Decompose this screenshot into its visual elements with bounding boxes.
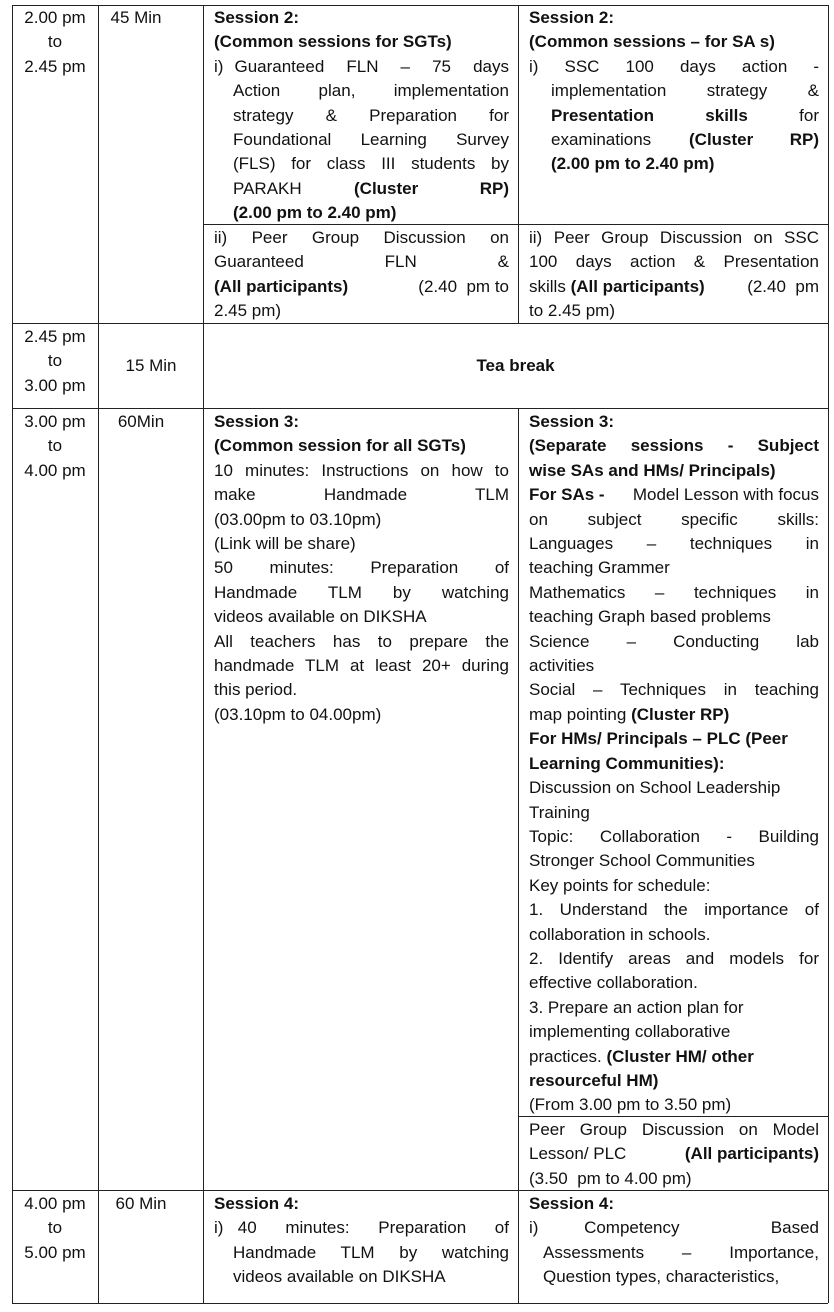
session-line: Discussion on School Leadership: [529, 778, 781, 798]
sa-peer-cell: [529, 1117, 819, 1191]
session-line: Guaranteed: [214, 252, 304, 272]
session-line: 2. Identify areas and models for: [529, 948, 819, 968]
session-line: Key points for schedule:: [529, 875, 711, 895]
resource-person-label: (Cluster HM/ other: [606, 1046, 754, 1066]
session-line: (03.00pm to 03.10pm): [214, 509, 382, 529]
column-divider: [12, 5, 13, 1303]
session-line: Handmade TLM by watching: [214, 582, 509, 602]
session-line: skills: [529, 276, 566, 296]
session-line: All teachers has to prepare the: [214, 631, 509, 651]
session-subtitle: (Separate sessions - Subject: [529, 436, 819, 456]
session-line: Science – Conducting lab: [529, 631, 819, 651]
time-cell: [12, 324, 98, 398]
session-time: 2.45 pm): [214, 301, 282, 321]
session-line: implementation strategy &: [551, 81, 819, 101]
session-line: (03.10pm to 04.00pm): [214, 704, 382, 724]
time-cell: [12, 5, 98, 79]
time-to: to: [47, 436, 63, 456]
session-line: i) Guaranteed FLN – 75 days: [214, 56, 509, 76]
time-end: 5.00 pm: [24, 1242, 86, 1262]
session-line: 1. Understand the importance of: [529, 900, 819, 920]
session-line: map pointing: [529, 704, 627, 724]
session-line: Question types, characteristics,: [543, 1267, 780, 1287]
time-end: 4.00 pm: [24, 460, 86, 480]
session-line: Topic: Collaboration - Building: [529, 826, 819, 846]
session-time: to 2.45 pm): [529, 301, 615, 321]
session-line: Mathematics – techniques in: [529, 582, 819, 602]
session-line: Assessments – Importance,: [543, 1242, 819, 1262]
session-title: Session 3:: [214, 412, 300, 431]
time-cell: [12, 1191, 98, 1265]
duration-cell: [98, 409, 184, 434]
session-time: (2.00 pm to 2.40 pm): [233, 203, 397, 223]
sgt-peer-cell: [214, 225, 509, 324]
session-line: Foundational Learning Survey: [233, 130, 509, 150]
resource-person-label: RP): [479, 178, 509, 198]
session-line: Presentation: [551, 105, 654, 125]
time-start: 2.45 pm: [24, 327, 86, 346]
time-cell: [12, 409, 98, 483]
session-line: Peer Group Discussion on Model: [529, 1120, 819, 1139]
session-time: (3.50 pm to 4.00 pm): [529, 1168, 692, 1188]
session-line: i) Competency Based: [529, 1218, 819, 1238]
duration-text: 60Min: [117, 412, 165, 431]
participants-label: (All participants): [214, 276, 349, 296]
session-line: Social – Techniques in teaching: [529, 680, 819, 700]
session-time: (2.40 pm to: [418, 276, 509, 296]
session-line: make Handmade TLM: [214, 485, 509, 505]
session-line: Languages – techniques in: [529, 534, 819, 554]
session-line: handmade TLM at least 20+ during: [214, 656, 509, 676]
session-line: this period.: [214, 680, 298, 700]
resource-person-label: (Cluster RP): [631, 704, 730, 724]
session-subtitle: (Common session for all SGTs): [214, 436, 466, 456]
session-line: ii) Peer Group Discussion on SSC: [529, 228, 819, 247]
session-line: 100 days action & Presentation: [529, 252, 819, 272]
session-line: effective collaboration.: [529, 973, 698, 993]
sa-peer-cell: [529, 225, 819, 324]
session-line: PARAKH: [233, 178, 302, 198]
duration-text: 60 Min: [115, 1194, 167, 1213]
session-line: Action plan, implementation: [233, 81, 509, 101]
duration-text: 45 Min: [110, 8, 162, 27]
resource-person-label: (Cluster: [689, 130, 754, 150]
session-line: Training: [529, 802, 590, 822]
resource-person-label: RP): [789, 130, 819, 150]
session-title: Session 2:: [529, 8, 615, 27]
session-line: collaboration in schools.: [529, 924, 711, 944]
session-line: (Link will be share): [214, 534, 356, 554]
time-to: to: [47, 351, 63, 371]
sgt-session-cell: [214, 1191, 509, 1290]
sa-session-cell: [529, 5, 819, 177]
session-line: activities: [529, 656, 595, 676]
session-line: videos available on DIKSHA: [214, 607, 427, 627]
session-line: examinations: [551, 130, 652, 150]
time-end: 3.00 pm: [24, 375, 86, 395]
session-line: (FLS) for class III students by: [233, 154, 509, 174]
session-line: Model Lesson with focus: [632, 485, 819, 505]
column-divider: [518, 5, 519, 323]
resource-person-label: (Cluster: [354, 178, 419, 198]
session-line: strategy & Preparation for: [233, 105, 509, 125]
duration-cell: [98, 5, 174, 30]
session-title: Session 4:: [214, 1194, 300, 1213]
duration-cell: [108, 354, 194, 378]
tea-break-cell: [203, 354, 828, 378]
column-divider: [98, 5, 99, 1303]
session-line: FLN: [384, 252, 417, 272]
session-subtitle: (Common sessions for SGTs): [214, 32, 452, 52]
session-line: 10 minutes: Instructions on how to: [214, 460, 509, 480]
session-line: skills: [705, 105, 748, 125]
sa-session-cell: [529, 409, 819, 1118]
session-line: ii) Peer Group Discussion on: [214, 228, 509, 247]
time-to: to: [47, 1218, 63, 1238]
participants-label: (All participants): [570, 276, 705, 296]
session-line: i) SSC 100 days action -: [529, 56, 819, 76]
time-start: 2.00 pm: [24, 8, 86, 27]
time-to: to: [47, 32, 63, 52]
column-divider: [828, 5, 829, 1303]
session-line: implementing collaborative: [529, 1022, 731, 1042]
session-title: Session 2:: [214, 8, 300, 27]
session-line: on subject specific skills:: [529, 509, 819, 529]
column-divider: [518, 408, 519, 1303]
session-line: for: [799, 105, 819, 125]
sa-heading: For SAs -: [529, 485, 605, 505]
sgt-session-cell: [214, 409, 509, 727]
session-line: teaching Grammer: [529, 558, 670, 578]
sa-session-cell: [529, 1191, 819, 1290]
time-start: 3.00 pm: [24, 412, 86, 431]
session-line: videos available on DIKSHA: [233, 1267, 446, 1287]
hm-heading: For HMs/ Principals – PLC (Peer: [529, 729, 788, 749]
time-end: 2.45 pm: [24, 56, 86, 76]
sgt-session-cell: [214, 5, 509, 226]
session-time: (2.40 pm: [747, 276, 819, 296]
session-subtitle: (Common sessions – for SA s): [529, 32, 775, 52]
session-line: 50 minutes: Preparation of: [214, 558, 509, 578]
resource-person-label: resourceful HM): [529, 1070, 659, 1090]
session-line: Stronger School Communities: [529, 851, 755, 871]
session-time: (From 3.00 pm to 3.50 pm): [529, 1095, 732, 1115]
session-title: Session 3:: [529, 412, 615, 431]
session-title: Session 4:: [529, 1194, 615, 1213]
session-subtitle: wise SAs and HMs/ Principals): [529, 460, 776, 480]
session-line: Handmade TLM by watching: [233, 1242, 509, 1262]
row-divider: [12, 1303, 828, 1304]
session-line: &: [497, 252, 509, 272]
participants-label: (All participants): [684, 1144, 819, 1164]
tea-break-label: Tea break: [476, 356, 555, 375]
hm-heading: Learning Communities):: [529, 753, 725, 773]
session-line: i) 40 minutes: Preparation of: [214, 1218, 509, 1238]
duration-cell: [98, 1191, 184, 1216]
session-line: teaching Graph based problems: [529, 607, 771, 627]
session-time: (2.00 pm to 2.40 pm): [551, 154, 715, 174]
session-line: Lesson/ PLC: [529, 1144, 627, 1164]
session-line: practices.: [529, 1046, 602, 1066]
time-start: 4.00 pm: [24, 1194, 86, 1213]
column-divider: [203, 5, 204, 1303]
session-line: 3. Prepare an action plan for: [529, 997, 744, 1017]
duration-text: 15 Min: [125, 356, 177, 375]
